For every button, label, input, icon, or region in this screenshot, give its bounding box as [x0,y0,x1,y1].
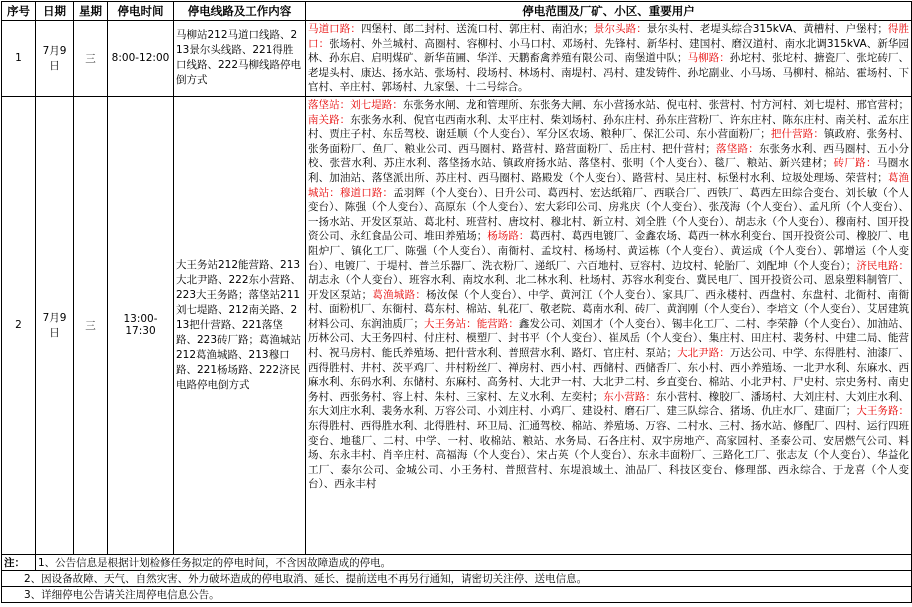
note-text: 2、因设备故障、天气、自然灾害、外力破坏造成的停电取消、延长、提前送电不再另行通知，请密切关注停、送电信息。 [2,570,912,586]
row-time: 13:00-17:30 [108,96,174,554]
outage-table [1,1,912,603]
scope-line-name: 大北尹路： [677,347,730,360]
scope-line-name: 大王务站：能营路： [423,317,519,330]
scope-line-name: 得胜口： [308,23,910,50]
scope-line-name: 马道口路： [308,23,361,35]
header-weekday: 星期 [74,2,108,21]
table-row [2,21,912,97]
row-scope [306,21,912,97]
scope-line-text: 胡志永（个人变台）、班容水利、南坟水利、北二林水利、杜场村、苏容水利变台、冀民电厂、国开投资公司、恩泉塑料制管厂、开发区泵站； [308,274,909,301]
scope-line-name: 落垡路： [715,142,759,155]
row-lines: 马柳站212马道口线路、213景尔头线路、221得胜口线路、222马柳线路停电倒方式 [174,21,306,97]
row-no: 1 [2,21,36,97]
scope-line-text: 四堡村、郎二封村、送流口村、郭庄村、南泊水； [360,23,594,35]
row-lines: 大王务站212能营路、213大北尹路、222东小营路、223大王务路；落垡站211刘七堤路、212南关路、213把什营路、221落垡路、223砖厂路；葛渔城站212葛渔城路、213穆口路、221杨场路、222济民电路停电倒方式 [174,96,306,554]
scope-line-name: 把什营路： [770,128,825,141]
row-weekday: 三 [74,21,108,97]
scope-line-text: 东张务水利、倪官屯西南水利、太平庄村、柴刘场村、孙东庄村、孙东庄营粉厂、许东庄村、陈东庄村、南关村、孟东庄村、贾庄子村、东岳驾校、谢廷顺（个人变台）、军分区农场、粮种厂、保汇公司、东小营面粉厂； [308,113,910,141]
row-weekday: 三 [74,96,108,554]
scope-line-text: 鑫发公司、刘国才（个人变台）、锡丰化工厂、二村、李荣静（个人变台）、加油站、历林公司、大王务四村、付庄村、模塑厂、封书平（个人变台）、崔凤岳（个人变台）、集庄村、田庄村、裴务村、中建二局、能营村、祝马房村、能氏养殖场、把什营水利、普照营水利、路灯、官庄村、泵站； [308,317,910,360]
header-no: 序号 [2,2,36,21]
note-row [2,570,912,586]
scope-line-text: 东张务水利、西马圈村、五小分校、张营水利、苏庄水利、落垡扬水站、镇政府扬水站、落垡村、张明（个人变台）、毯厂、粮站、新兴建材； [308,142,910,170]
scope-line-text: 杨汝保（个人变台）、中学、黄河江（个人变台）、家具厂、西永楼村、西盘村、东盘村、北衙村、南衙村、面粉机厂、东衙村、葛东村、棉站、轧花厂、敬老院、葛南水利、砖厂、黄润刚（个人变台）、李培文（个人变台）、艾居建筑材料公司、东润油质厂； [308,288,910,330]
scope-line-name: 葛渔城路： [372,288,427,301]
scope-line-name: 马柳路： [687,52,730,65]
header-scope: 停电范围及厂矿、小区、重要用户 [306,2,912,21]
scope-line-name: 砖厂路： [833,157,877,170]
row-scope [306,96,912,554]
scope-line-text: 东张务水闸、龙和管理所、东张务大闸、东小营扬水站、倪屯村、张营村、忖方河村、刘七堤村、邢官营村； [402,98,910,111]
note-text: 3、详细停电公告请关注周停电信息公告。 [2,586,912,602]
scope-line-name: 景尔头路： [593,23,647,35]
note-text: 1、公告信息是根据计划检修任务拟定的停电时间，不含因故障造成的停电。 [36,554,912,570]
notes-label: 注： [2,554,36,570]
scope-line-text: 孟羽辉（个人变台）、日升公司、葛西村、宏达纸箱厂、西联合厂、西铁厂、葛西左田综合变台、刘长敏（个人变台）、陈强（个人变台）、高原东（个人变台）、宏大彩印公司、房兆庆（个人变台）、张茂海（个人变台）、孟凡所（个人变台）、一扬水站、开发区泵站、葛北村、班营村、唐坟村、穆北村、新立村、刘全胜（个人变台）、胡志永（个人变台）、穆南村、国开投资公司、永红食品公司、堆田养殖场； [308,186,910,243]
scope-line-name: 葛渔城站：穆道口路： [308,171,910,199]
scope-line-text: 葛西村、葛西电镀厂、金鑫农场、葛西一林水利变台、国开投资公司、橡胶厂、电阻炉厂、镇化工厂、陈强（个人变台）、南衙村、孟坟村、杨场村、黄运栋（个人变台）、黄运成（个人变台）、郭增运（个人变台）、电镀厂、于堤村、普兰乐器厂、洗衣粉厂、递纸厂、六百地村、豆容村、边坟村、轮胎厂、刘配坤（个人变台）； [308,230,910,272]
row-date: 7月9日 [36,96,74,554]
scope-line-text: 张场村、外兰城村、高圈村、容柳村、小马口村、邓场村、先锋村、新华村、建国村、磨汉道村、南水北调315kVA、新华园林、孙东启、启明煤矿、新华苗圃、华洋、天鹏畜禽养殖有限公司、南堡道中队； [308,37,909,65]
scope-line-name: 落垡站：刘七堤路： [308,98,403,111]
row-time: 8:00-12:00 [108,21,174,97]
note-row [2,586,912,602]
row-date: 7月9日 [36,21,74,97]
scope-line-text: 东得胜村、西得胜水利、北得胜村、环卫局、汇通驾校、棉站、养殖场、万容、二村水、三村、扬水站、修配厂、四村、运行四班变台、地毯厂、二村、中学、一村、收棉站、粮站、水务局、石各庄村、双宇房地产、高家园村、圣泰公司、安居燃气公司、料场、东永丰村、肖辛庄村、高福海（个人变台）、宋占英（个人变台）、东永丰面粉厂、三路化工厂、张志友（个人变台）、华益化工厂、泰尔公司、金城公司、小王务村、普照营村、东堤浪域土、油品厂、科技区变台、修理部、西永综合、于龙喜（个人变台）、西永丰村 [308,420,909,491]
scope-line-name: 大王务路： [856,405,910,418]
row-no: 2 [2,96,36,554]
table-row [2,96,912,554]
scope-line-text: 马圈水利、加油站、落垡派出所、苏庄村、西马圈村、路殿发（个人变台）、路营村、吴庄村、标堡村水利、垃圾处理场、荣营村； [308,157,910,184]
scope-line-text: 万达公司、中学、东得胜村、油漆厂、西得胜村、井村、茨平鸡厂、井村粉丝厂、禅房村、西小村、西储村、西储香厂、东小村、西小养殖场、一北尹水利、东麻水、西麻水利、东码水利、东储村、东麻村、高务村、大北尹一村、大北尹二村、乡直变台、棉站、小北尹村、尸史村、宗史务村、南史务村、西张务村、容上村、朱村、三家村、左义水利、左奕村； [308,347,910,403]
scope-line-name: 杨场路： [487,230,530,243]
scope-line-name: 南关路： [308,113,351,126]
scope-line-text: 东小营村、橡胶厂、潘场村、大刘庄村、大刘庄水利、东大刘庄水利、裴务水利、万容公司、小刘庄村、小鸡厂、建设村、磨石厂、建三队综合、猪场、仇庄水厂、建面厂； [308,390,910,418]
header-time: 停电时间 [108,2,174,21]
header-date: 日期 [36,2,74,21]
scope-line-name: 东小营路： [603,390,656,403]
note-row [2,554,912,570]
table-header-row [2,2,912,21]
scope-line-text: 孙坨村、张坨村、搪瓷厂、张坨砖厂、老堤头村、康达、扬水站、张场村、段场村、林场村、南堤村、冯村、建发铸件、孙坨副业、小马场、马柳村、棉站、霍场村、下官村、辛庄村、郭场村、九家堡、十二号综合。 [308,52,910,94]
scope-line-text: 景尔头村、老堤头综合315kVA、黄槽村、户堡村； [646,23,888,35]
scope-line-name: 济民电路： [856,259,910,272]
header-lines: 停电线路及工作内容 [174,2,306,21]
scope-line-text: 镇政府、张务村、张务面粉厂、鱼厂、粮业公司、西马圈村、路营村、路营面粉厂、岳庄村、把什营村； [308,128,910,155]
